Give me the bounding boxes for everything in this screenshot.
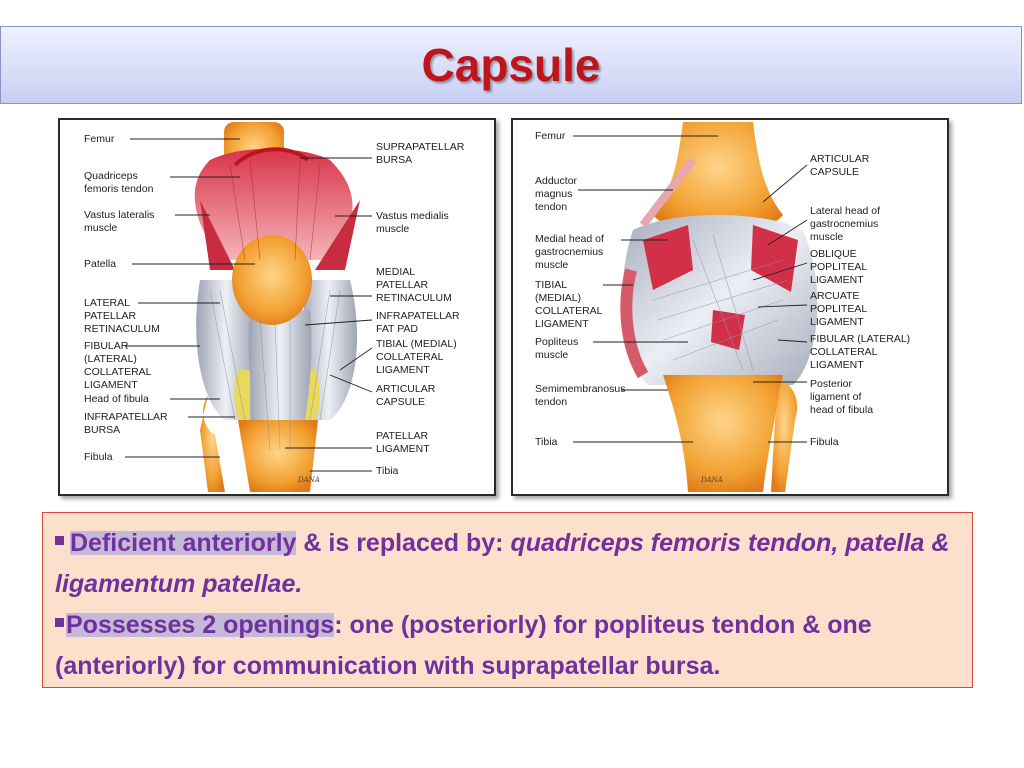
bullet-two-openings [55,605,960,687]
label-popliteus-muscle: muscle [535,349,569,361]
label-collateral-l: COLLATERAL [84,366,152,378]
label-patellar: PATELLAR [84,310,137,322]
bullet-italic-1: quadriceps femoris tendon, patella & ligamentum patellae. [55,529,950,598]
label-patella: Patella [84,258,117,270]
label-semimembranosus-tendon: tendon [535,396,568,408]
bullet-text-2: : one (posteriorly) for popliteus tendon & one (anteriorly) for communication with suprapatellar bursa. [55,611,872,680]
label-femur: Femur [84,133,115,145]
label-popliteal-o: POPLITEAL [810,261,868,273]
highlight-deficient: Deficient anteriorly [70,529,297,557]
artist-signature-r: DANA [701,476,723,484]
label-lateral-paren: (LATERAL) [84,353,137,365]
label-articular-r: ARTICULAR [810,153,870,165]
label-head-of-fibula-r: head of fibula [810,404,874,416]
label-capsule-r: CAPSULE [810,166,860,178]
label-fibular: FIBULAR [84,340,129,352]
label-popliteal-a: POPLITEAL [810,303,868,315]
label-vastus-medialis-muscle: muscle [376,223,410,235]
label-lateral: LATERAL [84,297,130,309]
label-ligament-pat: LIGAMENT [376,443,430,455]
label-ligament-of: ligament of [810,391,862,403]
label-bursa-r: BURSA [376,154,413,166]
label-adductor: Adductor [535,175,578,187]
posterior-knee-illustration [513,120,947,494]
slide-title: Capsule [421,39,601,91]
label-posterior: Posterior [810,378,853,390]
label-ligament-l: LIGAMENT [84,379,138,391]
label-quadriceps-tendon: femoris tendon [84,183,154,195]
label-infrapatellar: INFRAPATELLAR [376,310,460,322]
label-gastrocnemius-l: gastrocnemius [810,218,879,230]
label-fat-pad: FAT PAD [376,323,419,335]
tibia-shape-r [663,375,783,492]
notes-box [42,512,973,688]
label-retinaculum-r: RETINACULUM [376,292,452,304]
label-medial-paren: (MEDIAL) [535,292,582,304]
label-infrapatellar-bursa: INFRAPATELLAR [84,411,168,423]
label-articular: ARTICULAR [376,383,436,395]
label-tibial: TIBIAL [535,279,568,291]
label-adductor-tendon: tendon [535,201,568,213]
label-ligament-r: LIGAMENT [376,364,430,376]
label-ligament-o: LIGAMENT [810,274,864,286]
label-patellar-r: PATELLAR [376,279,429,291]
label-quadriceps: Quadriceps [84,170,138,182]
label-arcuate: ARCUATE [810,290,860,302]
label-head-of-fibula: Head of fibula [84,393,149,405]
label-semimembranosus: Semimembranosus [535,383,626,395]
artist-signature: DANA [298,476,320,484]
label-vastus-lateralis: Vastus lateralis [84,209,155,221]
slide-title-bar [0,26,1022,104]
label-lateral-head: Lateral head of [810,205,881,217]
label-medial: MEDIAL [376,266,416,278]
label-vastus-lateralis-muscle: muscle [84,222,118,234]
label-tibial-medial: TIBIAL (MEDIAL) [376,338,457,350]
label-fibular-lateral: FIBULAR (LATERAL) [810,333,911,345]
square-bullet-icon [55,618,64,627]
label-vastus-medialis: Vastus medialis [376,210,449,222]
label-collateral-r: COLLATERAL [376,351,444,363]
label-gastrocnemius-m: gastrocnemius [535,246,604,258]
label-patellar-lig: PATELLAR [376,430,429,442]
label-popliteus: Popliteus [535,336,579,348]
label-femur-r: Femur [535,130,566,142]
label-medial-head: Medial head of [535,233,604,245]
label-fibula: Fibula [84,451,113,463]
square-bullet-icon [55,536,64,545]
label-ligament-rl: LIGAMENT [535,318,589,330]
bullet-text-1: & is replaced by: [303,529,504,557]
label-ligament-rr: LIGAMENT [810,359,864,371]
highlight-openings: Possesses 2 openings [66,611,335,639]
posterior-knee-figure [511,118,949,496]
label-retinaculum-l: RETINACULUM [84,323,160,335]
label-collateral-rr: COLLATERAL [810,346,878,358]
label-muscle-m: muscle [535,259,569,271]
label-tibia: Tibia [376,465,399,477]
label-tibia-r: Tibia [535,436,558,448]
label-muscle-l: muscle [810,231,844,243]
label-capsule: CAPSULE [376,396,426,408]
anterior-knee-illustration [60,120,494,494]
label-suprapatellar: SUPRAPATELLAR [376,141,465,153]
label-ligament-a: LIGAMENT [810,316,864,328]
label-fibula-r: Fibula [810,436,839,448]
label-bursa: BURSA [84,424,121,436]
bullet-deficient-anteriorly [55,523,960,605]
patella-shape [232,235,312,325]
anterior-knee-figure [58,118,496,496]
label-collateral-rl: COLLATERAL [535,305,603,317]
label-oblique: OBLIQUE [810,248,857,260]
label-magnus: magnus [535,188,573,200]
